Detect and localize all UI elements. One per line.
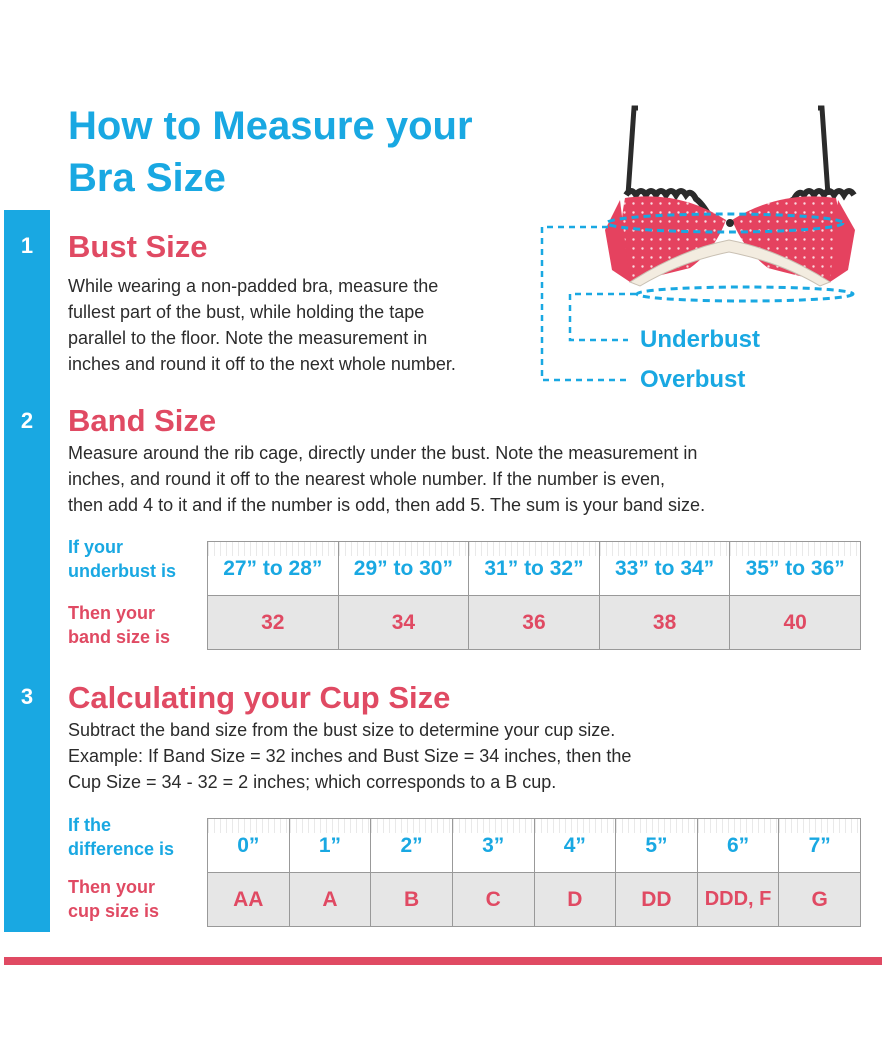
underbust-cell: 31” to 32”: [469, 542, 600, 596]
underbust-tape: [637, 287, 853, 301]
step-number-2: 2: [20, 408, 34, 433]
label-line: Then your: [68, 877, 156, 897]
text-line: then add 4 to it and if the number is odd, then add 5. The sum is your band size.: [68, 495, 706, 515]
page-title-line-2: Bra Size: [68, 156, 226, 200]
difference-cell: 5”: [616, 819, 698, 873]
difference-cell: 4”: [534, 819, 616, 873]
cup-size-cell: AA: [208, 873, 290, 927]
underbust-row: [208, 542, 861, 596]
text-line: Example: If Band Size = 32 inches and Bust Size = 34 inches, then the: [68, 746, 632, 766]
text-line: Subtract the band size from the bust size to determine your cup size.: [68, 720, 616, 740]
left-strap: [628, 108, 638, 195]
band-size-cell: 38: [599, 596, 730, 650]
bust-size-heading: Bust Size: [68, 229, 208, 264]
underbust-cell: 35” to 36”: [730, 542, 861, 596]
text-line: inches and round it off to the next whole number.: [68, 354, 456, 374]
band-size-row-label: [68, 601, 170, 649]
band-size-cell: 32: [208, 596, 339, 650]
label-line: band size is: [68, 627, 171, 647]
cup-size-text: [68, 717, 858, 795]
cup-size-cell: D: [534, 873, 616, 927]
difference-cell: 6”: [697, 819, 779, 873]
label-line: Then your: [68, 603, 156, 623]
overbust-label: Overbust: [640, 366, 746, 393]
text-line: fullest part of the bust, while holding the tape: [68, 302, 425, 322]
label-line: difference is: [68, 839, 175, 859]
cup-size-cell: C: [452, 873, 534, 927]
bottom-divider: [4, 957, 882, 965]
cup-size-row-label: [68, 875, 159, 923]
text-line: Cup Size = 34 - 32 = 2 inches; which corresponds to a B cup.: [68, 772, 557, 792]
page-title-line-1: How to Measure your: [68, 104, 473, 148]
step-number-1: 1: [20, 233, 34, 258]
cup-size-row: [208, 873, 861, 927]
step-sidebar: [4, 210, 50, 932]
bra-illustration: [530, 100, 870, 400]
difference-cell: 7”: [779, 819, 861, 873]
bow-icon: [726, 219, 734, 227]
underbust-leader-line: [570, 294, 636, 340]
text-line: parallel to the floor. Note the measurement in: [68, 328, 428, 348]
difference-row-label: [68, 813, 174, 861]
label-line: underbust is: [68, 561, 177, 581]
underbust-row-label: [68, 535, 176, 583]
band-size-cell: 34: [338, 596, 469, 650]
label-line: If your: [68, 537, 124, 557]
step-number-3: 3: [20, 684, 34, 709]
underbust-cell: 29” to 30”: [338, 542, 469, 596]
band-size-heading: Band Size: [68, 403, 217, 438]
cup-size-cell: B: [371, 873, 453, 927]
underbust-cell: 33” to 34”: [599, 542, 730, 596]
band-size-cell: 40: [730, 596, 861, 650]
text-line: inches, and round it off to the nearest whole number. If the number is even,: [68, 469, 666, 489]
band-size-cell: 36: [469, 596, 600, 650]
text-line: Measure around the rib cage, directly under the bust. Note the measurement in: [68, 443, 698, 463]
right-strap: [818, 108, 828, 195]
cup-size-cell: G: [779, 873, 861, 927]
underbust-label: Underbust: [640, 326, 760, 353]
cup-size-table: [207, 818, 861, 927]
text-line: While wearing a non-padded bra, measure the: [68, 276, 439, 296]
difference-cell: 1”: [289, 819, 371, 873]
band-size-text: [68, 440, 858, 518]
underbust-cell: 27” to 28”: [208, 542, 339, 596]
cup-size-cell: DDD, F: [697, 873, 779, 927]
band-size-table: [207, 541, 861, 650]
bust-size-text: [68, 273, 538, 377]
difference-row: [208, 819, 861, 873]
difference-cell: 3”: [452, 819, 534, 873]
cup-size-cell: DD: [616, 873, 698, 927]
cup-size-cell: A: [289, 873, 371, 927]
label-line: If the: [68, 815, 111, 835]
band-size-row: [208, 596, 861, 650]
cup-size-heading: Calculating your Cup Size: [68, 680, 451, 715]
page-title: [68, 100, 528, 204]
difference-cell: 2”: [371, 819, 453, 873]
difference-cell: 0”: [208, 819, 290, 873]
label-line: cup size is: [68, 901, 160, 921]
